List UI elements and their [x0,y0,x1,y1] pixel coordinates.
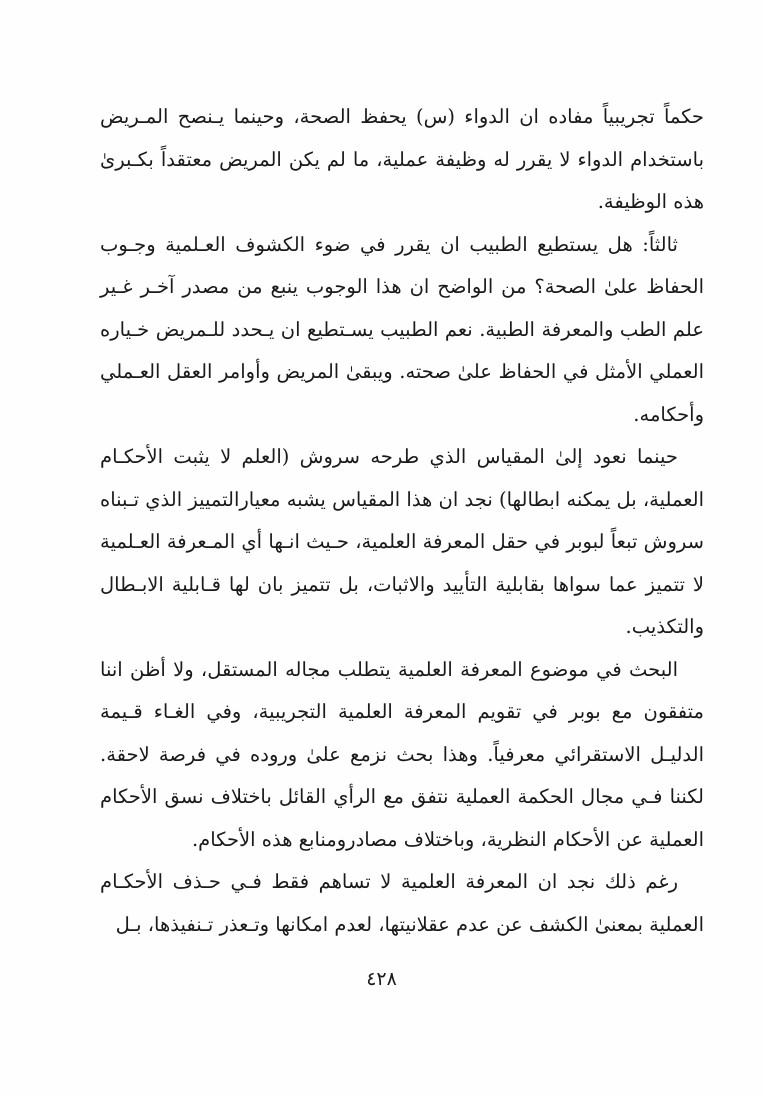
paragraph-1: حكماً تجريبياً مفاده ان الدواء (س) يحفظ الصحة، وحينما يـنصح المـريض باستخدام الدواء لا يقرر له وظيفة عملية، ما لم يكن المريض معتقداً بكـبرىٰ هذه الوظيفة. [100,105,704,213]
page-number: ٤٢٨ [366,968,397,990]
paragraph-4: البحث في موضوع المعرفة العلمية يتطلب مجاله المستقل، ولا أظن اننا متفقون مع بوبر في تقويم المعرفة العلمية التجريبية، وفي الغـاء قـيمة الدليـل الاستقرائي معرفياً. وهذا بحث نزمع علىٰ وروده في فرصة لاحقة. لكننا فـي مجال الحكمة العملية نتفق مع الرأي القائل باختلاف نسق الأحكام العملية عن الأحكام النظرية، وباختلاف مصادرومنابع هذه الأحكام. [100,657,704,851]
body-text [100,96,704,946]
paragraph-5: رغم ذلك نجد ان المعرفة العلمية لا تساهم فقط فـي حـذف الأحكـام العملية بمعنىٰ الكشف عن عدم عقلانيتها، لعدم امكانها وتـعذر تـنفيذها، بـل [100,870,704,936]
paragraph-2: ثالثاً: هل يستطيع الطبيب ان يقرر في ضوء الكشوف العـلمية وجـوب الحفاظ علىٰ الصحة؟ من الواضح ان هذا الوجوب ينبع من مصدر آخـر غـير علم الطب والمعرفة الطبية. نعم الطبيب يسـتطيع ان يـحدد للـمريض خـياره العملي الأمثل في الحفاظ علىٰ صحته. ويبقىٰ المريض وأوامر العقل العـملي وأحكامه. [100,232,704,426]
paragraph-3: حينما نعود إلىٰ المقياس الذي طرحه سروش (العلم لا يثبت الأحكـام العملية، بل يمكنه ابطالها) نجد ان هذا المقياس يشبه معيارالتمييز الذي تـبناه سروش تبعاً لبوبر في حقل المعرفة العلمية، حـيث انـها أي المـعرفة العـلمية لا تتميز عما سواها بقابلية التأييد والاثبات، بل تتميز بان لها قـابلية الابـطال والتكذيب. [100,445,704,638]
